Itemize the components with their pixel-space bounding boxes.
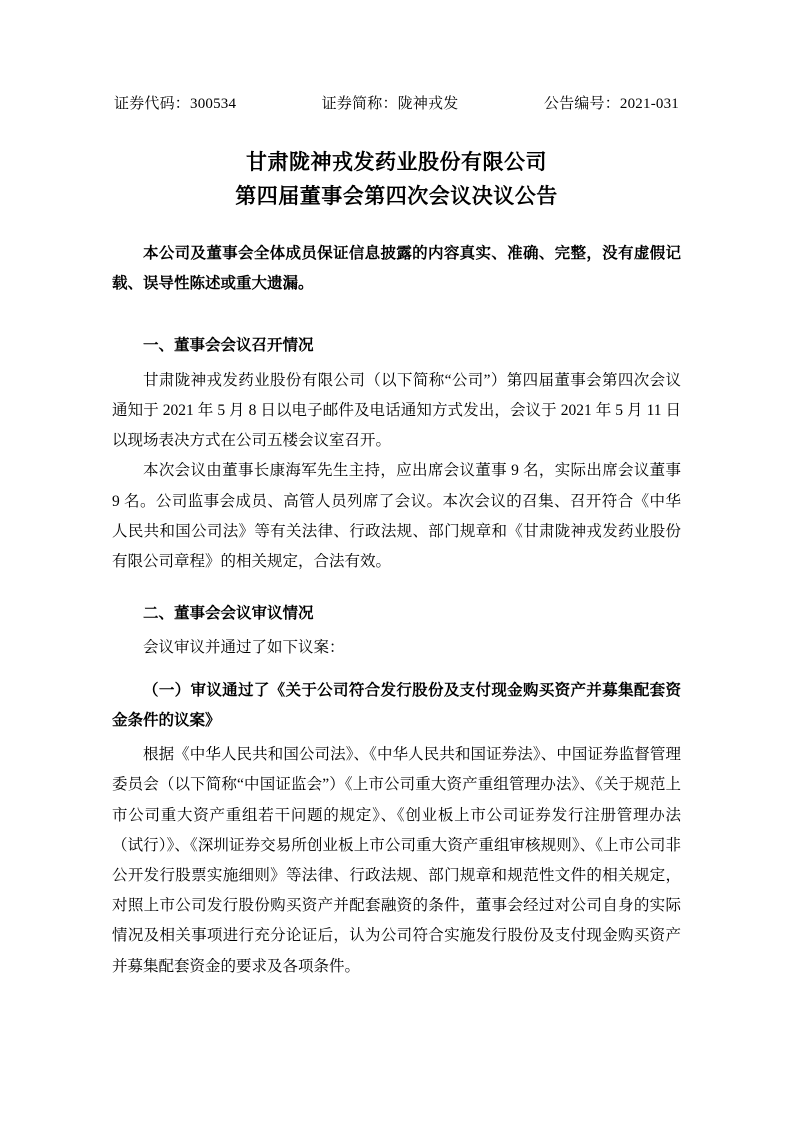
section-heading-1: 一、董事会会议召开情况 — [143, 337, 314, 355]
security-abbreviation: 证券简称：陇神戎发 — [321, 96, 459, 112]
section-2-paragraph-1: 会议审议并通过了如下议案： — [143, 639, 345, 657]
section-heading-2: 二、董事会会议审议情况 — [143, 605, 314, 623]
subsection-heading-1: （一）审议通过了《关于公司符合发行股份及支付现金购买资产并募集配套资金条件的议案》 — [112, 681, 681, 729]
document-header — [112, 92, 681, 113]
title-line-1: 甘肃陇神戎发药业股份有限公司 — [246, 150, 547, 174]
security-code: 证券代码：300534 — [114, 96, 237, 112]
subsection-1-paragraph-1: 根据《中华人民共和国公司法》、《中华人民共和国证券法》、中国证券监督管理委员会（以下简称“中国证监会”）《上市公司重大资产重组管理办法》、《关于规范上市公司重大资产重组若干问题的规定》、《创业板上市公司证券发行注册管理办法（试行）》、《深圳证券交易所创业板上市公司重大资产重组审核规则》、《上市公司非公开发行股票实施细则》等法律、行政法规、部门规章和规范性文件的相关规定，对照上市公司发行股份购买资产并配套融资的条件，董事会经过对公司自身的实际情况及相关事项进行充分论证后，认为公司符合实施发行股份及支付现金购买资产并募集配套资金的要求及各项条件。 — [112, 746, 681, 975]
section-1-paragraph-1: 甘肃陇神戎发药业股份有限公司（以下简称“公司”）第四届董事会第四次会议通知于 2021 年 5 月 8 日以电子邮件及电话通知方式发出，会议于 2021 年 5 月 11 日以现场表决方式在公司五楼会议室召开。 — [112, 371, 681, 450]
disclaimer-statement: 本公司及董事会全体成员保证信息披露的内容真实、准确、完整，没有虚假记载、误导性陈述或重大遗漏。 — [112, 245, 681, 293]
announcement-number: 公告编号：2021-031 — [543, 96, 679, 112]
title-line-2: 第四届董事会第四次会议决议公告 — [235, 184, 558, 209]
page-title — [112, 145, 681, 213]
section-1-paragraph-2: 本次会议由董事长康海军先生主持，应出席会议董事 9 名，实际出席会议董事 9 名。公司监事会成员、高管人员列席了会议。本次会议的召集、召开符合《中华人民共和国公司法》等有关法律、行政法规、部门规章和《甘肃陇神戎发药业股份有限公司章程》的相关规定，合法有效。 — [112, 462, 681, 570]
